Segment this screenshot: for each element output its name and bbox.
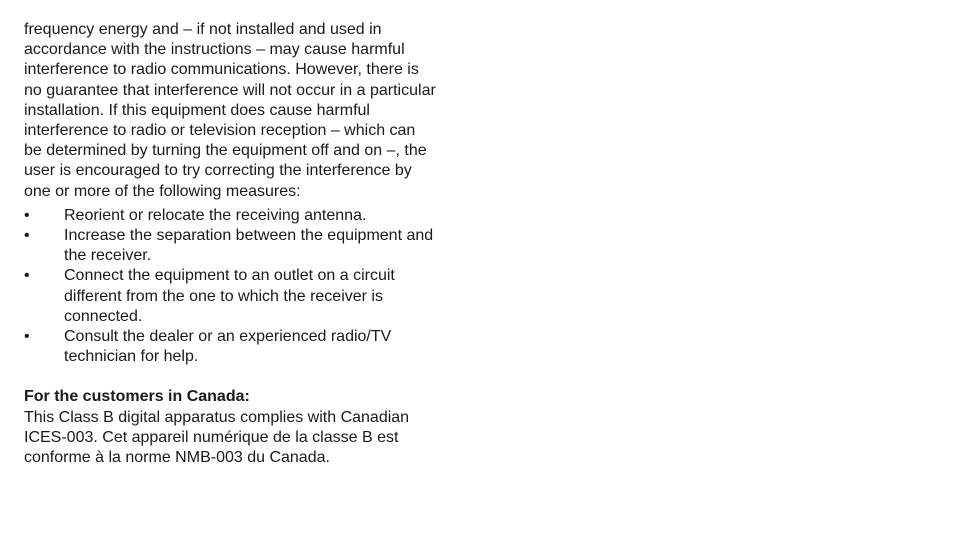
intro-line: one or more of the following measures: bbox=[24, 182, 301, 200]
intro-line: user is encouraged to try correcting the interference by bbox=[24, 162, 412, 180]
intro-line: accordance with the instructions – may cause harmful bbox=[24, 41, 405, 59]
intro-line: installation. If this equipment does cause harmful bbox=[24, 101, 370, 119]
canada-line: conforme à la norme NMB-003 du Canada. bbox=[24, 449, 330, 467]
canada-section bbox=[24, 387, 469, 468]
section-spacer bbox=[24, 367, 469, 387]
canada-line: This Class B digital apparatus complies with Canadian bbox=[24, 408, 410, 426]
canada-line: ICES-003. Cet appareil numérique de la classe B est bbox=[24, 428, 399, 446]
list-item-line: the receiver. bbox=[64, 247, 152, 265]
list-item-line: Consult the dealer or an experienced radio/TV bbox=[64, 328, 392, 346]
bullet-icon: • bbox=[24, 206, 30, 224]
intro-line: frequency energy and – if not installed and used in bbox=[24, 21, 382, 38]
list-item bbox=[24, 266, 469, 327]
bullet-icon: • bbox=[24, 328, 30, 346]
list-item-line: different from the one to which the receiver is bbox=[64, 287, 383, 305]
document-page bbox=[24, 20, 469, 468]
section-heading: For the customers in Canada: bbox=[24, 388, 250, 406]
list-item-line: Connect the equipment to an outlet on a circuit bbox=[64, 267, 395, 285]
intro-line: no guarantee that interference will not occur in a particular bbox=[24, 81, 436, 99]
list-item-line: technician for help. bbox=[64, 348, 199, 366]
list-item bbox=[24, 226, 469, 266]
bullet-icon: • bbox=[24, 227, 30, 245]
bullet-icon: • bbox=[24, 267, 30, 285]
measures-list bbox=[24, 206, 469, 368]
list-item-line: connected. bbox=[64, 307, 143, 325]
list-item bbox=[24, 206, 469, 226]
intro-paragraph bbox=[24, 20, 469, 202]
list-item bbox=[24, 327, 469, 367]
list-item-line: Reorient or relocate the receiving antenna. bbox=[64, 206, 367, 224]
intro-line: interference to radio or television reception – which can bbox=[24, 122, 416, 140]
intro-line: interference to radio communications. However, there is bbox=[24, 61, 419, 79]
list-item-line: Increase the separation between the equipment and bbox=[64, 227, 434, 245]
intro-line: be determined by turning the equipment off and on –, the bbox=[24, 142, 427, 160]
